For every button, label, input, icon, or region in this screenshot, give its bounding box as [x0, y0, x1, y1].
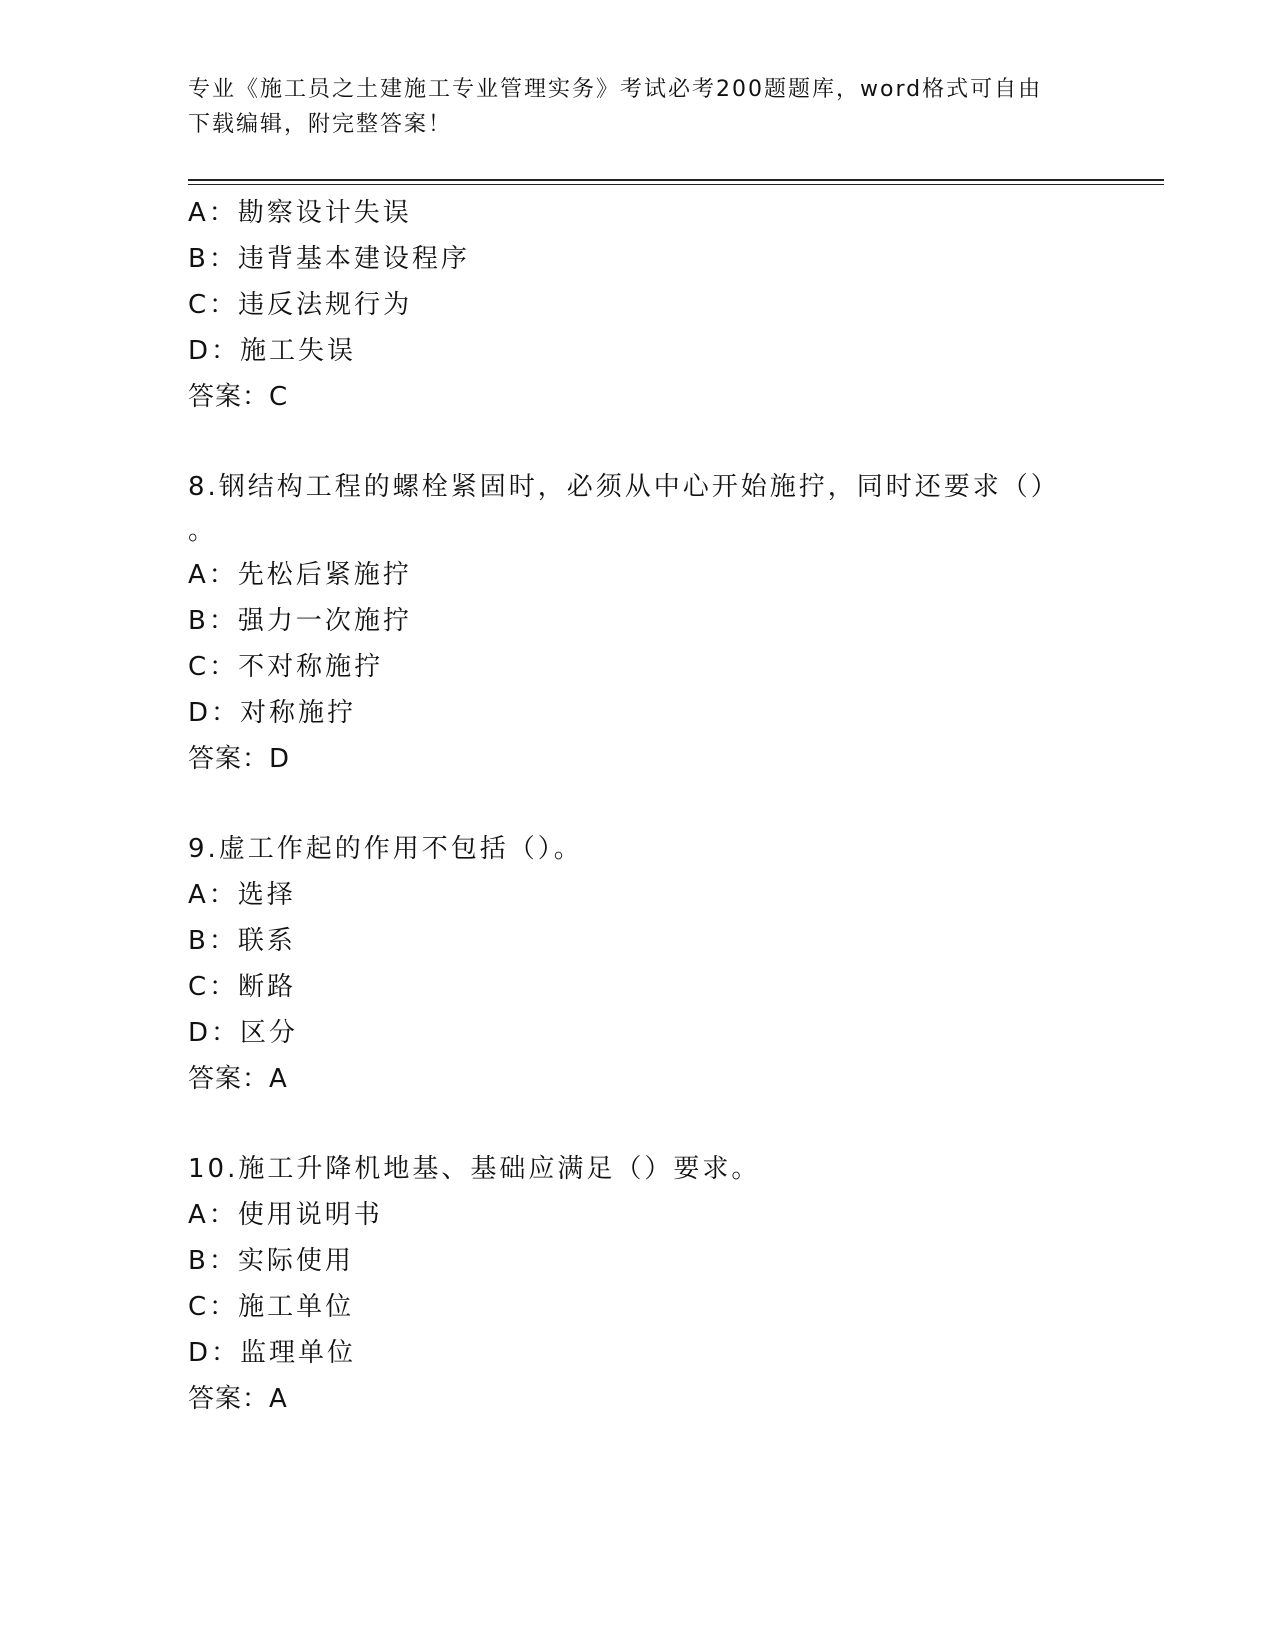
answer-label: 答案：A — [188, 1384, 288, 1414]
header-title-line-1: 专业《施工员之土建施工专业管理实务》考试必考200题题库，word格式可自由 — [188, 77, 1043, 102]
option-d: D：监理单位 — [188, 1338, 357, 1368]
spacer — [188, 782, 1088, 826]
option-d: D：区分 — [188, 1018, 299, 1048]
question-stem: 10.施工升降机地基、基础应满足（）要求。 — [188, 1154, 761, 1184]
option-c: C：施工单位 — [188, 1292, 355, 1322]
header-divider-thick — [188, 179, 1164, 181]
option-a: A：先松后紧施拧 — [188, 560, 412, 590]
document-header — [188, 72, 1088, 142]
option-c: C：违反法规行为 — [188, 290, 413, 320]
option-b: B：联系 — [188, 926, 296, 956]
option-b: B：强力一次施拧 — [188, 606, 412, 636]
spacer — [188, 1102, 1088, 1146]
answer-label: 答案：C — [188, 382, 289, 412]
option-d: D：施工失误 — [188, 336, 357, 366]
question-7 — [188, 190, 1088, 420]
question-stem-continuation: 。 — [188, 516, 215, 546]
question-10 — [188, 1146, 1088, 1422]
answer-label: 答案：A — [188, 1064, 288, 1094]
option-b: B：违背基本建设程序 — [188, 244, 470, 274]
question-stem: 8.钢结构工程的螺栓紧固时，必须从中心开始施拧，同时还要求（） — [188, 472, 1060, 502]
header-divider-thin — [188, 184, 1164, 185]
option-d: D：对称施拧 — [188, 698, 357, 728]
answer-label: 答案：D — [188, 744, 291, 774]
header-title-line-2: 下载编辑，附完整答案！ — [188, 112, 453, 137]
option-c: C：断路 — [188, 972, 297, 1002]
question-8 — [188, 464, 1088, 782]
option-a: A：选择 — [188, 880, 296, 910]
question-9 — [188, 826, 1088, 1102]
option-a: A：使用说明书 — [188, 1200, 383, 1230]
option-c: C：不对称施拧 — [188, 652, 384, 682]
option-a: A：勘察设计失误 — [188, 198, 412, 228]
option-b: B：实际使用 — [188, 1246, 354, 1276]
question-stem: 9.虚工作起的作用不包括（）。 — [188, 834, 583, 864]
question-list — [188, 190, 1088, 1422]
spacer — [188, 420, 1088, 464]
